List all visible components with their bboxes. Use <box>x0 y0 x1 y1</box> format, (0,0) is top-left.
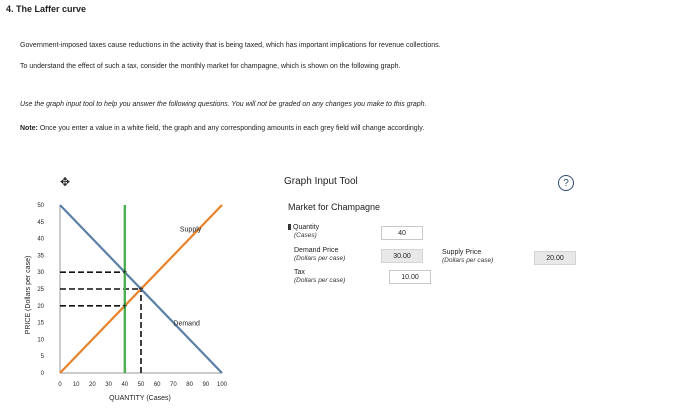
x-tick-label: 80 <box>186 382 193 388</box>
question-paragraph-1: Government-imposed taxes cause reductions in the activity that is being taxed, which has important implications for revenue collections. <box>20 42 441 49</box>
move-cursor-icon: ✥ <box>60 175 71 189</box>
note-body: Once you enter a value in a white field, the graph and any corresponding amounts in each grey field will change accordingly. <box>39 125 425 132</box>
y-tick-label: 35 <box>37 253 44 260</box>
graph-marks <box>60 205 222 373</box>
x-tick-label: 0 <box>58 382 62 388</box>
y-tick-label: 15 <box>37 320 44 327</box>
y-tick-label: 25 <box>37 287 44 293</box>
supply-price-label: Supply Price <box>442 249 482 256</box>
question-paragraph-2: To understand the effect of such a tax, consider the monthly market for champagne, which is shown on the following graph. <box>20 63 401 70</box>
demand-price-field: 30.00 <box>381 249 423 263</box>
y-tick-label: 10 <box>37 337 44 344</box>
tax-label: Tax <box>294 269 305 276</box>
demand-price-unit: (Dollars per case) <box>294 255 346 262</box>
y-tick-label: 45 <box>37 219 44 226</box>
quantity-label: Quantity <box>293 224 320 231</box>
instruction-text: Use the graph input tool to help you answer the following questions. You will not be graded on any changes you make to this graph. <box>20 101 427 108</box>
tax-input[interactable]: 10.00 <box>389 270 431 284</box>
demand-price-label: Demand Price <box>294 247 339 254</box>
x-tick-label: 30 <box>105 382 112 388</box>
y-tick-label: 40 <box>37 236 44 243</box>
point-marker: + <box>122 267 128 278</box>
x-tick-label: 60 <box>153 382 161 388</box>
supply-price-field: 20.00 <box>534 251 576 265</box>
x-tick-label: 20 <box>89 382 96 388</box>
tax-unit: (Dollars per case) <box>294 277 346 284</box>
y-tick-label: 30 <box>37 270 44 277</box>
point-marker: + <box>122 300 128 311</box>
quantity-label-group <box>288 224 319 240</box>
demand-label: Demand <box>173 320 200 328</box>
y-axis-label: PRICE (Dollars per case) <box>25 255 32 335</box>
y-tick-label: 0 <box>40 371 44 377</box>
quantity-input[interactable]: 40 <box>381 226 423 240</box>
x-tick-label: 50 <box>137 382 145 388</box>
tax-label-group <box>294 269 345 285</box>
y-tick-label: 5 <box>40 354 44 361</box>
quantity-marker-icon <box>288 224 291 230</box>
x-axis-label: QUANTITY (Cases) <box>109 395 171 402</box>
supply-price-unit: (Dollars per case) <box>442 257 494 264</box>
x-tick-label: 10 <box>72 382 80 388</box>
note-label: Note: <box>20 125 38 132</box>
point-marker: + <box>138 284 144 294</box>
x-tick-label: 100 <box>216 382 228 388</box>
graph-input-tool-title: Graph Input Tool <box>284 176 358 187</box>
quantity-unit: (Cases) <box>294 232 317 239</box>
market-title: Market for Champagne <box>288 202 381 212</box>
supply-label: Supply <box>179 226 202 234</box>
x-tick-label: 40 <box>121 382 129 388</box>
help-button[interactable]: ? <box>558 175 574 191</box>
x-tick-label: 90 <box>202 382 210 388</box>
y-tick-label: 50 <box>37 203 44 209</box>
supply-price-label-group <box>442 249 493 265</box>
x-tick-label: 70 <box>170 382 177 388</box>
demand-price-label-group <box>294 247 345 263</box>
question-title: 4. The Laffer curve <box>6 4 87 14</box>
y-tick-label: 20 <box>37 303 44 310</box>
